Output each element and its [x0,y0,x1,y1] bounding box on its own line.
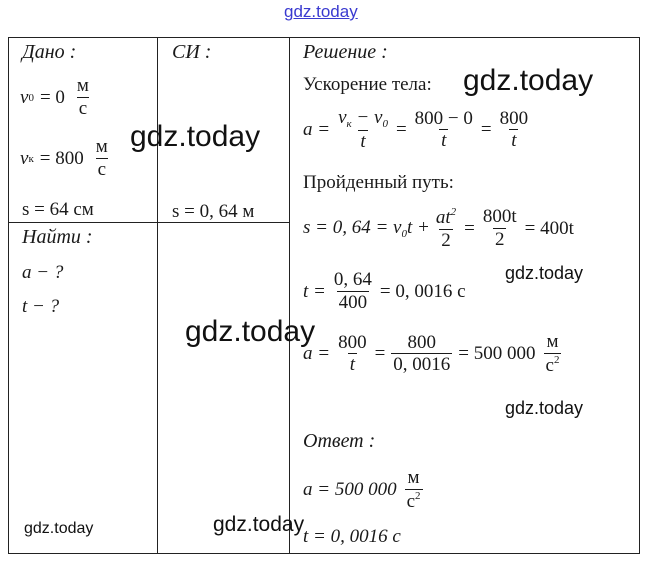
accel-f3-num: 800 [499,107,529,129]
a-calc-f1-den: t [349,354,355,376]
accel-fraction-3 [498,109,531,153]
find-header: Найти : [22,226,93,248]
accel-f3-den: t [511,130,517,152]
accel-eq2: = [480,119,492,141]
a-calc-unit-den: $с^2$ [545,353,560,376]
v0-value: = 0 [39,86,65,108]
a-calc [303,332,563,377]
table-bottom-border [8,553,640,554]
a-calc-eq1: = [374,343,386,365]
accel-f1-num: $v_к - v_0$ [338,107,388,130]
accel-formula [303,108,532,153]
solution-header: Решение : [303,41,388,63]
given-vk [20,137,112,181]
path-rhs: = 400t [524,217,574,239]
given-v0 [20,76,93,120]
vk-unit-num: м [95,136,108,157]
top-watermark: gdz.today [284,2,358,21]
table-left-border [8,37,9,554]
answer-a-unit-den: $с^2$ [406,489,421,512]
v0-unit-den: с [78,97,88,119]
answer-t: t = 0, 0016 с [303,526,401,547]
path-lhs: s = 0, $64 = v_0t$ + [303,217,430,241]
table-top-border [8,37,640,38]
a-calc-fraction-2 [391,333,452,377]
find-a: a − ? [22,262,64,283]
watermark-bottom-center: gdz.today [213,513,305,536]
a-calc-f2-den: 0, 0016 [393,354,451,376]
watermark-right-1: gdz.today [505,263,584,283]
si-s: s = 0, 64 м [172,201,255,222]
a-calc-fraction-1 [336,333,369,377]
accel-f1-den: t [360,131,366,153]
watermark-large-1: gdz.today [130,120,261,153]
answer-a-lhs: a = 500 000 [303,479,397,501]
v0-symbol: v [20,86,29,108]
path-f1-den: 2 [441,229,451,251]
path-formula [303,206,574,252]
a-calc-f1-num: 800 [338,331,367,353]
watermark-bottom-left: gdz.today [24,520,94,537]
vk-symbol: v [20,147,29,169]
path-fraction-2 [481,207,519,251]
vk-unit-den: с [97,158,106,180]
a-calc-unit [544,332,562,377]
v0-subscript: 0 [28,91,34,104]
a-calc-f2-num: 800 [407,331,437,353]
v0-unit [75,76,91,120]
answer-header: Ответ : [303,430,376,452]
path-f2-den: 2 [494,228,505,250]
path-label: Пройденный путь: [303,172,454,193]
path-f2-num: 800t [482,206,517,227]
t-calc-fraction [332,270,374,314]
accel-lhs: a = [303,119,331,141]
a-calc-rhs: = 500 000 [458,343,536,365]
column-divider-1 [157,37,158,554]
accel-fraction-2 [413,109,475,153]
accel-eq1: = [395,119,407,141]
watermark-right-2: gdz.today [505,398,584,418]
accel-f2-num: 800 − 0 [414,107,473,129]
watermark-large-2: gdz.today [185,315,316,348]
answer-a-unit-num: м [407,467,420,488]
vk-value: = 800 [39,147,84,169]
si-header: СИ : [172,41,212,63]
path-eq1: = [464,217,475,239]
given-s: s = 64 см [22,199,94,220]
column-divider-2 [289,37,290,554]
answer-a [303,468,425,513]
path-fraction-1 [434,206,458,252]
t-calc [303,270,466,314]
t-calc-lhs: t = [303,280,326,302]
given-header: Дано : [22,41,77,63]
accel-f2-den: t [441,130,447,152]
t-calc-den: 400 [338,291,368,313]
answer-a-unit [405,468,423,513]
t-calc-num: 0, 64 [333,269,372,290]
find-t: t − ? [22,296,60,317]
accel-label: Ускорение тела: [303,74,432,95]
a-calc-unit-num: м [546,331,559,352]
vk-subscript: к [28,152,34,165]
v0-unit-num: м [76,75,89,96]
watermark-large-3: gdz.today [463,64,594,97]
vk-unit [94,137,110,181]
table-right-border [639,37,640,554]
a-calc-lhs: a = [303,343,331,365]
t-calc-rhs: = 0, 0016 с [379,280,466,302]
path-f1-num: $at^2$ [435,206,457,228]
accel-fraction-1 [336,108,390,153]
